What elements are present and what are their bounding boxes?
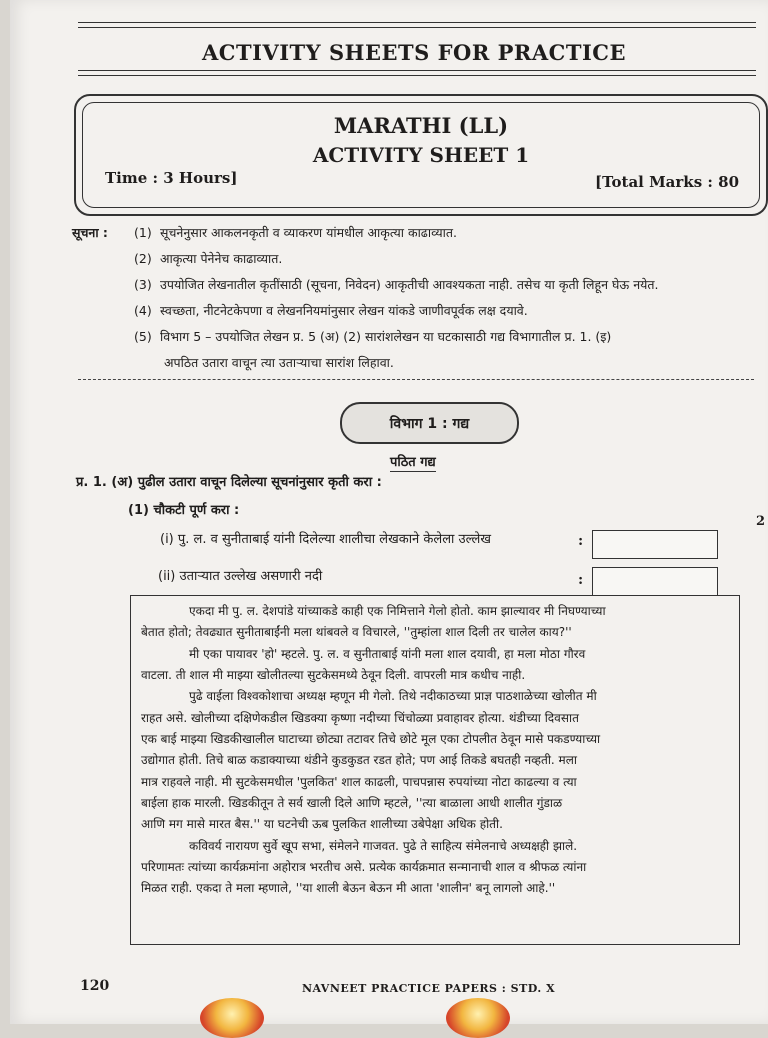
page-number: 120 [80, 978, 110, 994]
total-marks: [Total Marks : 80 [594, 173, 739, 191]
footer-title: NAVNEET PRACTICE PAPERS : STD. X [302, 982, 556, 995]
passage-line: उद्योगात होती. तिचे बाळ कडाक्याच्या थंडीने कुडकुडत रडत होते; पण आई तिकडे बघतही नव्हती. मला [141, 753, 577, 767]
binder-bead [200, 998, 264, 1038]
sheet-title-box [74, 94, 768, 216]
time-allowed: Time : 3 Hours] [105, 169, 238, 187]
answer-box-1[interactable] [592, 530, 718, 559]
question-sub: (1) चौकटी पूर्ण करा : [128, 503, 240, 518]
passage-line: मिळत राही. एकदा ते मला म्हणाले, ''या शाली बेऊन बेऊन मी आता 'शालीन' बनू लागलो आहे.'' [141, 881, 556, 895]
passage-line: मात्र राहवले नाही. मी सुटकेसमधील 'पुलकित' शाल काढली, पाचपन्नास रुपयांच्या नोटा काढल्या व त्या [141, 775, 577, 789]
passage-line: मी एका पायावर 'हो' म्हटले. पु. ल. व सुनीताबाई यांनी मला शाल दयावी, हा मला मोठा गौरव [189, 647, 586, 661]
passage-line: वाटला. ती शाल मी माझ्या खोलीतल्या सुटकेसमध्ये ठेवून दिली. वापरली मात्र कधीच नाही. [141, 668, 526, 682]
section-label: विभाग 1 : गद्य [340, 402, 519, 444]
dashed-separator [78, 379, 754, 380]
top-rule [78, 22, 756, 23]
section-subheading: पठित गद्य [390, 452, 436, 472]
question-heading: प्र. 1. (अ) पुढील उतारा वाचून दिलेल्या सूचनांनुसार कृती करा : [76, 475, 382, 490]
instruction-item: (5) विभाग 5 – उपयोजित लेखन प्र. 5 (अ) (2) सारांशलेखन या घटकासाठी गद्य विभागातील प्र. 1. (इ) [134, 329, 612, 344]
answer-box-2[interactable] [592, 567, 718, 596]
passage-line: बेतात होतो; तेवढ्यात सुनीताबाईंनी मला थांबवले व विचारले, ''तुम्हांला शाल दिली तर चालेल काय?'' [141, 625, 572, 639]
question-item-1: (i) पु. ल. व सुनीताबाई यांनी दिलेल्या शालीचा लेखकाने केलेला उल्लेख [160, 532, 491, 547]
passage-line: बाईला हाक मारली. खिडकीतून ते सर्व खाली दिले आणि म्हटले, ''त्या बाळाला आधी शालीत गुंडाळ [141, 796, 563, 810]
heading-underline [78, 70, 756, 71]
instruction-item: (2) आकृत्या पेनेनेच काढाव्यात. [134, 251, 283, 266]
colon: : [578, 572, 584, 588]
page-heading: ACTIVITY SHEETS FOR PRACTICE [201, 40, 626, 65]
passage-line: पुढे वाईला विश्वकोशाचा अध्यक्ष म्हणून मी गेलो. तिथे नदीकाठच्या प्राज्ञ पाठशाळेच्या खोलीत मी [189, 689, 597, 703]
question-item-2: (ii) उताऱ्यात उल्लेख असणारी नदी [158, 569, 323, 584]
top-rule [78, 27, 756, 28]
document-page [10, 0, 768, 1024]
passage-line: एक बाई माझ्या खिडकीखालील घाटाच्या छोट्या तटावर तिचे छोटे मूल एका टोपलीत ठेवून मासे पकडण्याच्या [141, 732, 601, 746]
subject-title: MARATHI (LL) [333, 113, 509, 138]
instructions-label: सूचना : [72, 225, 108, 240]
passage-line: एकदा मी पु. ल. देशपांडे यांच्याकडे काही एक निमित्ताने गेलो होतो. काम झाल्यावर मी निघण्याच्या [189, 604, 606, 618]
passage-line: राहत असे. खोलीच्या दक्षिणेकडील खिडक्या कृष्णा नदीच्या चिंचोळ्या प्रवाहावर होत्या. थंडीच्या दिवसात [141, 711, 579, 725]
binder-bead [446, 998, 510, 1038]
instruction-item: (3) उपयोजित लेखनातील कृतींसाठी (सूचना, निवेदन) आकृतीची आवश्यकता नाही. तसेच या कृती लिहून घेऊ नयेत. [134, 277, 659, 292]
colon: : [578, 533, 584, 549]
instruction-item: (1) सूचनेनुसार आकलनकृती व व्याकरण यांमधील आकृत्या काढाव्यात. [134, 225, 457, 240]
question-marks: 2 [756, 514, 766, 529]
instruction-item: (4) स्वच्छता, नीटनेटकेपणा व लेखननियमांनुसार लेखन यांकडे जाणीवपूर्वक लक्ष दयावे. [134, 303, 528, 318]
instruction-continuation: अपठित उतारा वाचून त्या उताऱ्याचा सारांश लिहावा. [164, 355, 394, 370]
passage-line: कविवर्य नारायण सुर्वे खूप सभा, संमेलने गाजवत. पुढे ते साहित्य संमेलनाचे अध्यक्षही झाले. [189, 839, 578, 853]
sheet-title-box-inner [82, 102, 760, 208]
passage-line: आणि मग मासे मारत बैस.'' या घटनेची ऊब पुलकित शालीच्या उबेपेक्षा अधिक होती. [141, 817, 503, 831]
passage-box [130, 595, 740, 945]
passage-line: परिणामतः त्यांच्या कार्यक्रमांना अहोरात्र भरतीच असे. प्रत्येक कार्यक्रमात सन्मानाची शाल व श्रीफळ त्यांना [141, 860, 587, 874]
heading-underline [78, 75, 756, 76]
activity-sheet-title: ACTIVITY SHEET 1 [312, 143, 530, 167]
